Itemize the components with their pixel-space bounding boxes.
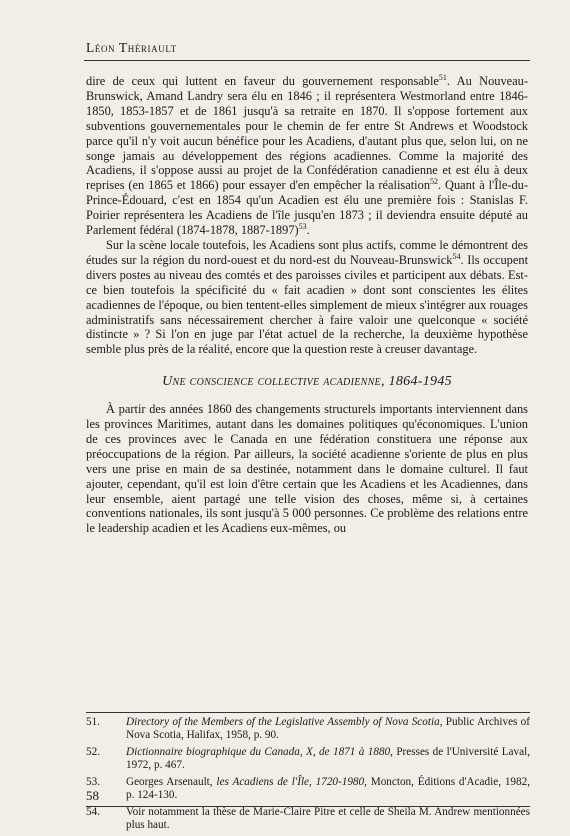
footnote-text (126, 806, 530, 832)
text-run: , Presses de l'Université Laval, 1972, p. 467. (126, 746, 530, 771)
paragraph (86, 238, 528, 357)
text-run: . (306, 223, 310, 238)
text-run: Georges Arsenault, (126, 776, 217, 788)
footnote (86, 746, 530, 772)
text-run: dire de ceux qui luttent en faveur du gouvernement responsable (86, 74, 439, 88)
text-run: . Au Nouveau-Brunswick, Amand Landry sera élu en 1846 ; il représentera Westmorland entre 1846-1850, 1853-1857 et de 1861 jusqu'à sa retraite en 1870. Il s'oppose fortement aux subventions gouvernementales pour le chemin de fer entre St Andrews et Woodstock parce qu'il n'y voit aucun bénéfice pour les Acadiens, d'autant plus que, selon lui, on ne songe jamais au développement des régions acadiennes. Comme la majorité des Acadiens, il s'oppose aussi au projet de la Confédération canadienne et est élu à deux reprises (en 1865 et 1866) pour essayer d'en empêcher la réalisation (86, 74, 528, 193)
body-text (86, 74, 528, 536)
paragraph (86, 74, 528, 238)
text-run: , Public Archives of Nova Scotia, Halifax, 1958, p. 90. (126, 716, 531, 741)
text-run: . Ils occupent divers postes au niveau des comtés et des paroisses civiles et participent aux débats. Est-ce bien toutefois la spécificité du « fait acadien » dont sont conscientes les élites acadiennes de l'époque, ou bien tentent-elles simplement de mieux s'intégrer aux rouages administratifs sans nécessairement chercher à faire valoir une quelconque « société distincte » ? Si l'on en juge par l'état actuel de la recherche, la deuxième hypothèse semble plus près de la réalité, encore que la question reste à creuser davantage. (86, 252, 529, 357)
footnote (86, 806, 530, 832)
footnotes (86, 716, 530, 836)
footer-rule (86, 806, 530, 807)
page-number: 58 (86, 788, 99, 803)
footnote-number: 53. (86, 776, 100, 788)
text-run: Sur la scène locale toutefois, les Acadiens sont plus actifs, comme le démontrent des études sur la région du nord-ouest et du nord-est du Nouveau-Brunswick (86, 237, 528, 267)
footnote-title: les Acadiens de l'Île, 1720-1980 (216, 776, 365, 788)
footnote-text (126, 716, 530, 742)
footnote (86, 776, 530, 802)
footnote-title: Directory of the Members of the Legislative Assembly of Nova Scotia (126, 716, 440, 728)
footnote-ref[interactable]: 51 (438, 72, 447, 82)
text-run: Voir notamment la thèse de Marie-Claire Pitre et celle de Sheila M. Andrew mentionnées plus haut. (126, 806, 530, 831)
footnote-number: 51. (86, 716, 100, 728)
header-rule (84, 60, 530, 61)
running-head: Léon Thériault (86, 40, 177, 55)
footnote-ref[interactable]: 52 (430, 177, 439, 187)
footnote-ref[interactable]: 54 (452, 251, 461, 261)
footnote (86, 716, 530, 742)
section-heading: Une conscience collective acadienne, 1864-1945 (162, 374, 452, 390)
text-run: . Quant à l'Île-du-Prince-Édouard, c'est en 1854 qu'un Acadien est élu une première fois : Stanislas F. Poirier représentera les Acadiens de l'île jusqu'en 1873 ; il deviendra ensuite député au Parlement fédéral (1874-1878, 1887-1897) (86, 178, 529, 238)
text-run: , Moncton, Éditions d'Acadie, 1982, p. 124-130. (126, 776, 530, 801)
footnotes-rule (86, 712, 530, 713)
text-run: À partir des années 1860 des changements structurels importants interviennent dans les provinces Maritimes, autant dans les domaines politiques qu'économiques. L'union de ces provinces avec le Canada en une fédération constituera une réponse aux préoccupations de la région. Par ailleurs, la société acadienne s'oriente de plus en plus vers une prise en main de sa destinée, notamment dans le domaine culturel. Il faut ajouter, cependant, qu'il est loin d'être certain que les Acadiens et les Acadiennes, dans leur ensemble, aient partagé une telle vision des choses, même si, à certaines conventions nationales, ils sont jusqu'à 5 000 personnes. Ce problème des relations entre le leadership acadien et les Acadiens eux-mêmes, ou (86, 402, 528, 536)
paragraph (86, 402, 528, 536)
footnote-title: Dictionnaire biographique du Canada (126, 746, 300, 758)
footnote-title: , X, de 1871 à 1880 (299, 746, 391, 758)
footnote-text (126, 776, 530, 802)
footnote-text (126, 746, 530, 772)
footnote-ref[interactable]: 53 (298, 221, 307, 231)
footnote-number: 54. (86, 806, 100, 818)
footnote-number: 52. (86, 746, 100, 758)
